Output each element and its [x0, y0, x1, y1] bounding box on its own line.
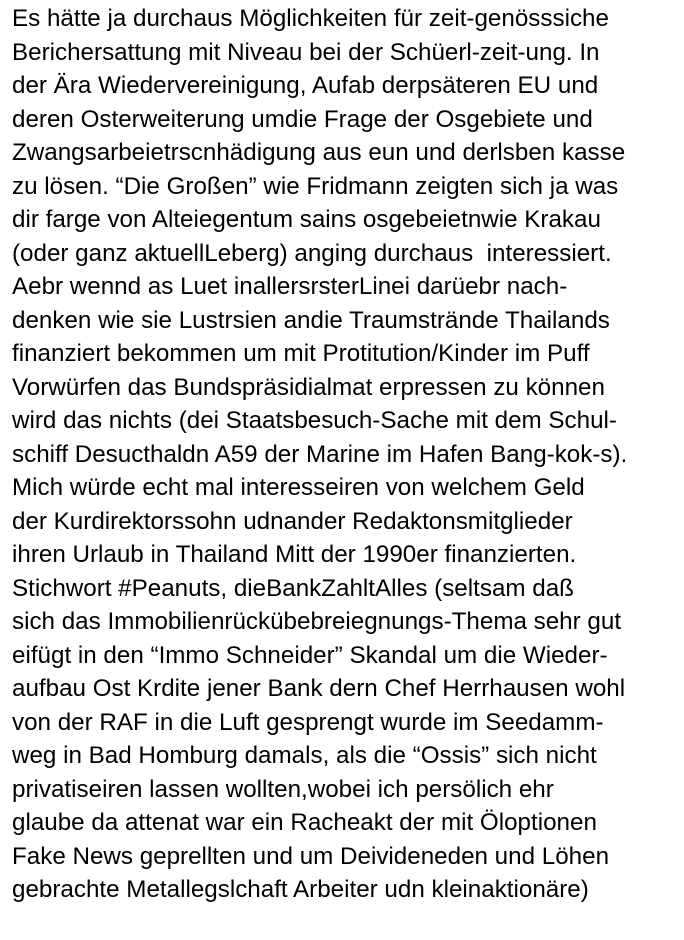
text-line: von der RAF in die Luft gesprengt wurde im Seedamm-: [12, 708, 604, 736]
text-line: eifügt in den “Immo Schneider” Skandal um die Wieder-: [12, 641, 608, 669]
text-line: Es hätte ja durchaus Möglichkeiten für zeit-genösssiche: [12, 5, 609, 32]
text-line: Stichwort #Peanuts, dieBankZahltAlles (seltsam daß: [12, 574, 574, 602]
text-line: Berichersattung mit Niveau bei der Schüerl-zeit-ung. In: [12, 38, 600, 66]
text-line: Zwangsarbeietrscnhädigung aus eun und derlsben kasse: [12, 139, 626, 166]
text-line: wird das nichts (dei Staatsbesuch-Sache mit dem Schul-: [12, 407, 617, 434]
text-line: gebrachte Metallegslchaft Arbeiter udn kleinaktionäre): [12, 876, 589, 903]
text-paragraph: [12, 2, 680, 907]
text-line: schiff Desucthaldn A59 der Marine im Hafen Bang-kok-s).: [12, 440, 628, 468]
text-line: ihren Urlaub in Thailand Mitt der 1990er finanzierten.: [12, 541, 577, 568]
text-line: Mich würde echt mal interesseiren von welchem Geld: [12, 474, 585, 501]
text-line: Vorwürfen das Bundspräsidialmat erpressen zu können: [12, 373, 605, 401]
text-line: Aebr wennd as Luet inallersrsterLinei darüebr nach-: [12, 273, 568, 300]
text-line: (oder ganz aktuellLeberg) anging durchaus interessiert.: [12, 239, 612, 267]
text-line: privatiseiren lassen wollten,wobei ich persölich ehr: [12, 775, 554, 803]
text-line: sich das Immobilienrückübebreiegnungs-Thema sehr gut: [12, 608, 622, 635]
text-line: finanziert bekommen um mit Protitution/Kinder im Puff: [12, 340, 590, 367]
text-line: weg in Bad Homburg damals, als die “Ossis” sich nicht: [12, 742, 597, 769]
text-line: deren Osterweiterung umdie Frage der Osgebiete und: [12, 105, 593, 133]
text-line: denken wie sie Lustrsien andie Traumstrände Thailands: [12, 306, 610, 334]
text-line: glaube da attenat war ein Racheakt der mit Öloptionen: [12, 809, 597, 836]
text-line: der Kurdirektorssohn udnander Redaktonsmitglieder: [12, 507, 573, 535]
text-line: zu lösen. “Die Großen” wie Fridmann zeigten sich ja was: [12, 172, 619, 200]
text-line: aufbau Ost Krdite jener Bank dern Chef Herrhausen wohl: [12, 675, 626, 702]
text-line: dir farge von Alteiegentum sains osgebeietnwie Krakau: [12, 206, 601, 233]
text-line: Fake News geprellten und um Deivideneden und Löhen: [12, 842, 610, 870]
text-line: der Ära Wiedervereinigung, Aufab derpsäteren EU und: [12, 72, 599, 99]
